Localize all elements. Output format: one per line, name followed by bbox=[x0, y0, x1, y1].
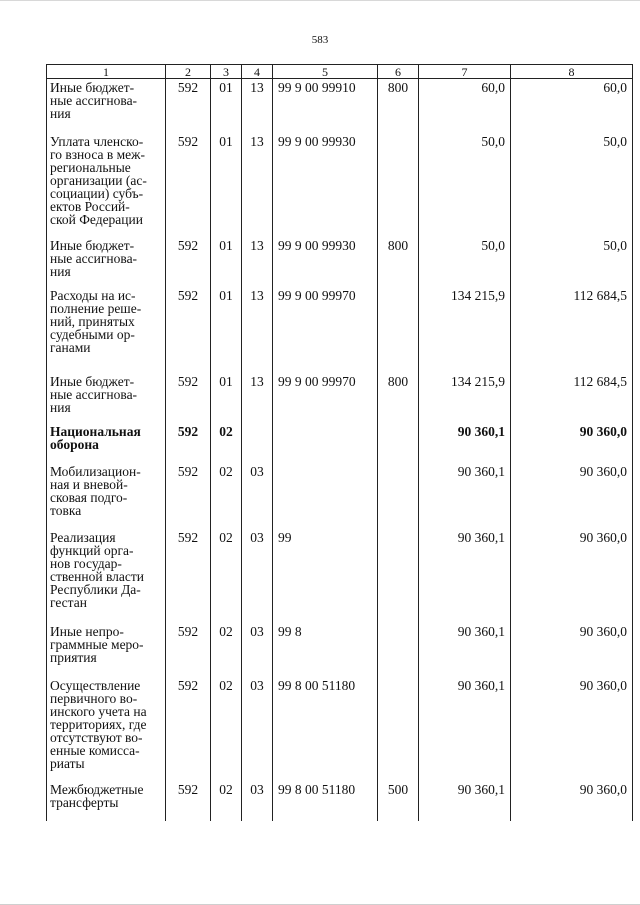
amount-year1-cell: 50,0 bbox=[419, 237, 511, 287]
amount-year1-cell: 90 360,1 bbox=[419, 529, 511, 623]
section-code-cell: 02 bbox=[211, 677, 242, 781]
admin-code-cell: 592 bbox=[166, 677, 211, 781]
section-code-cell: 01 bbox=[211, 133, 242, 237]
row-name-line: судебными ор- bbox=[50, 326, 135, 342]
table-row bbox=[47, 237, 633, 287]
admin-code-cell: 592 bbox=[166, 529, 211, 623]
amount-year2-cell: 90 360,0 bbox=[511, 463, 633, 529]
target-article-cell: 99 9 00 99930 bbox=[273, 133, 378, 237]
row-name-cell bbox=[47, 287, 166, 373]
row-name-line: ния bbox=[50, 263, 71, 279]
row-name-line: го взноса в меж- bbox=[50, 146, 145, 162]
admin-code-cell: 592 bbox=[166, 79, 211, 133]
amount-year1-cell: 50,0 bbox=[419, 133, 511, 237]
row-name-line: риаты bbox=[50, 755, 85, 771]
amount-year2-cell: 60,0 bbox=[511, 79, 633, 133]
subsection-code-cell: 03 bbox=[242, 781, 273, 821]
budget-table bbox=[46, 64, 633, 821]
expense-type-cell: 800 bbox=[378, 237, 419, 287]
row-name-line: граммные меро- bbox=[50, 636, 144, 652]
subsection-code-cell: 13 bbox=[242, 287, 273, 373]
header-row bbox=[47, 65, 633, 79]
expense-type-cell bbox=[378, 287, 419, 373]
row-name-line: ная и вневой- bbox=[50, 476, 128, 492]
section-code-cell: 01 bbox=[211, 79, 242, 133]
subsection-code-cell bbox=[242, 423, 273, 463]
section-code-cell: 02 bbox=[211, 781, 242, 821]
row-name-line: организации (ас- bbox=[50, 172, 147, 188]
amount-year1-cell: 90 360,1 bbox=[419, 781, 511, 821]
target-article-cell bbox=[273, 423, 378, 463]
row-name-line: ской Федерации bbox=[50, 211, 143, 227]
subsection-code-cell: 03 bbox=[242, 623, 273, 677]
header-col-6: 6 bbox=[378, 65, 419, 79]
admin-code-cell: 592 bbox=[166, 781, 211, 821]
amount-year2-cell: 90 360,0 bbox=[511, 423, 633, 463]
amount-year2-cell: 90 360,0 bbox=[511, 529, 633, 623]
row-name-line: Реализация bbox=[50, 529, 116, 545]
row-name-cell bbox=[47, 463, 166, 529]
amount-year2-cell: 112 684,5 bbox=[511, 287, 633, 373]
section-code-cell: 01 bbox=[211, 373, 242, 423]
table-header bbox=[47, 65, 633, 79]
table-row bbox=[47, 79, 633, 133]
amount-year2-cell: 90 360,0 bbox=[511, 623, 633, 677]
section-code-cell: 02 bbox=[211, 463, 242, 529]
row-name-cell bbox=[47, 529, 166, 623]
row-name-line: гестан bbox=[50, 594, 87, 610]
target-article-cell: 99 9 00 99970 bbox=[273, 287, 378, 373]
row-name-line: социации) субъ- bbox=[50, 185, 144, 201]
row-name-cell bbox=[47, 677, 166, 781]
table-row bbox=[47, 423, 633, 463]
subsection-code-cell: 13 bbox=[242, 237, 273, 287]
amount-year1-cell: 60,0 bbox=[419, 79, 511, 133]
target-article-cell: 99 8 00 51180 bbox=[273, 677, 378, 781]
row-name-line: ственной власти bbox=[50, 568, 145, 584]
page-top-edge bbox=[0, 0, 640, 5]
page-number: 583 bbox=[311, 34, 329, 46]
amount-year1-cell: 90 360,1 bbox=[419, 423, 511, 463]
row-name-line: Национальная bbox=[50, 423, 141, 439]
row-name-line: полнение реше- bbox=[50, 300, 142, 316]
row-name-cell bbox=[47, 623, 166, 677]
expense-type-cell: 800 bbox=[378, 79, 419, 133]
target-article-cell: 99 8 00 51180 bbox=[273, 781, 378, 821]
row-name-line: Иные бюджет- bbox=[50, 237, 135, 253]
row-name-line: Иные бюджет- bbox=[50, 80, 135, 95]
target-article-cell: 99 8 bbox=[273, 623, 378, 677]
admin-code-cell: 592 bbox=[166, 237, 211, 287]
table-row bbox=[47, 623, 633, 677]
amount-year1-cell: 134 215,9 bbox=[419, 287, 511, 373]
section-code-cell: 02 bbox=[211, 623, 242, 677]
admin-code-cell: 592 bbox=[166, 623, 211, 677]
admin-code-cell: 592 bbox=[166, 287, 211, 373]
row-name-line: приятия bbox=[50, 649, 97, 665]
row-name-line: Уплата членско- bbox=[50, 133, 144, 149]
row-name-cell bbox=[47, 423, 166, 463]
admin-code-cell: 592 bbox=[166, 463, 211, 529]
amount-year1-cell: 134 215,9 bbox=[419, 373, 511, 423]
amount-year2-cell: 50,0 bbox=[511, 133, 633, 237]
header-col-4: 4 bbox=[242, 65, 273, 79]
row-name-line: ганами bbox=[50, 339, 91, 355]
subsection-code-cell: 13 bbox=[242, 133, 273, 237]
table-row bbox=[47, 677, 633, 781]
row-name-line: отсутствуют во- bbox=[50, 729, 143, 745]
row-name-line: функций орга- bbox=[50, 542, 134, 558]
header-col-5: 5 bbox=[273, 65, 378, 79]
table-row bbox=[47, 529, 633, 623]
row-name-line: инского учета на bbox=[50, 703, 147, 719]
row-name-line: Межбюджетные bbox=[50, 781, 144, 797]
expense-type-cell bbox=[378, 463, 419, 529]
row-name-line: региональные bbox=[50, 159, 131, 175]
amount-year2-cell: 90 360,0 bbox=[511, 781, 633, 821]
row-name-line: первичного во- bbox=[50, 690, 138, 706]
row-name-line: сковая подго- bbox=[50, 489, 128, 505]
expense-type-cell bbox=[378, 133, 419, 237]
row-name-line: енные комисса- bbox=[50, 742, 140, 758]
expense-type-cell bbox=[378, 423, 419, 463]
row-name-line: оборона bbox=[50, 436, 99, 452]
target-article-cell bbox=[273, 463, 378, 529]
amount-year2-cell: 50,0 bbox=[511, 237, 633, 287]
row-name-line: Расходы на ис- bbox=[50, 287, 136, 303]
row-name-line: ния bbox=[50, 399, 71, 415]
table-row bbox=[47, 373, 633, 423]
target-article-cell: 99 9 00 99970 bbox=[273, 373, 378, 423]
subsection-code-cell: 13 bbox=[242, 373, 273, 423]
row-name-line: Осуществление bbox=[50, 677, 141, 693]
table-row bbox=[47, 463, 633, 529]
admin-code-cell: 592 bbox=[166, 423, 211, 463]
table-row bbox=[47, 133, 633, 237]
amount-year2-cell: 112 684,5 bbox=[511, 373, 633, 423]
expense-type-cell: 800 bbox=[378, 373, 419, 423]
subsection-code-cell: 03 bbox=[242, 677, 273, 781]
subsection-code-cell: 03 bbox=[242, 463, 273, 529]
amount-year2-cell: 90 360,0 bbox=[511, 677, 633, 781]
row-name-line: ные ассигнова- bbox=[50, 386, 138, 402]
row-name-line: ные ассигнова- bbox=[50, 250, 138, 266]
section-code-cell: 02 bbox=[211, 529, 242, 623]
row-name-line: трансферты bbox=[50, 794, 119, 810]
header-col-1: 1 bbox=[47, 65, 166, 79]
row-name-line: ные ассигнова- bbox=[50, 93, 138, 108]
section-code-cell: 01 bbox=[211, 287, 242, 373]
header-col-8: 8 bbox=[511, 65, 633, 79]
header-col-3: 3 bbox=[211, 65, 242, 79]
subsection-code-cell: 13 bbox=[242, 79, 273, 133]
amount-year1-cell: 90 360,1 bbox=[419, 677, 511, 781]
row-name-line: товка bbox=[50, 502, 82, 518]
row-name-cell bbox=[47, 133, 166, 237]
section-code-cell: 02 bbox=[211, 423, 242, 463]
row-name-line: территориях, где bbox=[50, 716, 147, 732]
table-row bbox=[47, 287, 633, 373]
target-article-cell: 99 bbox=[273, 529, 378, 623]
page-bottom-edge bbox=[0, 901, 640, 905]
expense-type-cell bbox=[378, 623, 419, 677]
expense-type-cell: 500 bbox=[378, 781, 419, 821]
row-name-line: нов государ- bbox=[50, 555, 122, 571]
header-col-7: 7 bbox=[419, 65, 511, 79]
row-name-cell bbox=[47, 373, 166, 423]
admin-code-cell: 592 bbox=[166, 373, 211, 423]
section-code-cell: 01 bbox=[211, 237, 242, 287]
row-name-line: ний, принятых bbox=[50, 313, 135, 329]
table-body bbox=[47, 79, 633, 821]
row-name-line: ектов Россий- bbox=[50, 198, 130, 214]
header-col-2: 2 bbox=[166, 65, 211, 79]
target-article-cell: 99 9 00 99930 bbox=[273, 237, 378, 287]
row-name-line: Мобилизацион- bbox=[50, 463, 141, 479]
target-article-cell: 99 9 00 99910 bbox=[273, 79, 378, 133]
row-name-line: Иные бюджет- bbox=[50, 373, 135, 389]
row-name-cell bbox=[47, 781, 166, 821]
table-row bbox=[47, 781, 633, 821]
admin-code-cell: 592 bbox=[166, 133, 211, 237]
amount-year1-cell: 90 360,1 bbox=[419, 463, 511, 529]
amount-year1-cell: 90 360,1 bbox=[419, 623, 511, 677]
expense-type-cell bbox=[378, 677, 419, 781]
row-name-line: Республики Да- bbox=[50, 581, 141, 597]
row-name-line: Иные непро- bbox=[50, 623, 124, 639]
row-name-line: ния bbox=[50, 106, 71, 121]
row-name-cell bbox=[47, 79, 166, 133]
subsection-code-cell: 03 bbox=[242, 529, 273, 623]
expense-type-cell bbox=[378, 529, 419, 623]
row-name-cell bbox=[47, 237, 166, 287]
